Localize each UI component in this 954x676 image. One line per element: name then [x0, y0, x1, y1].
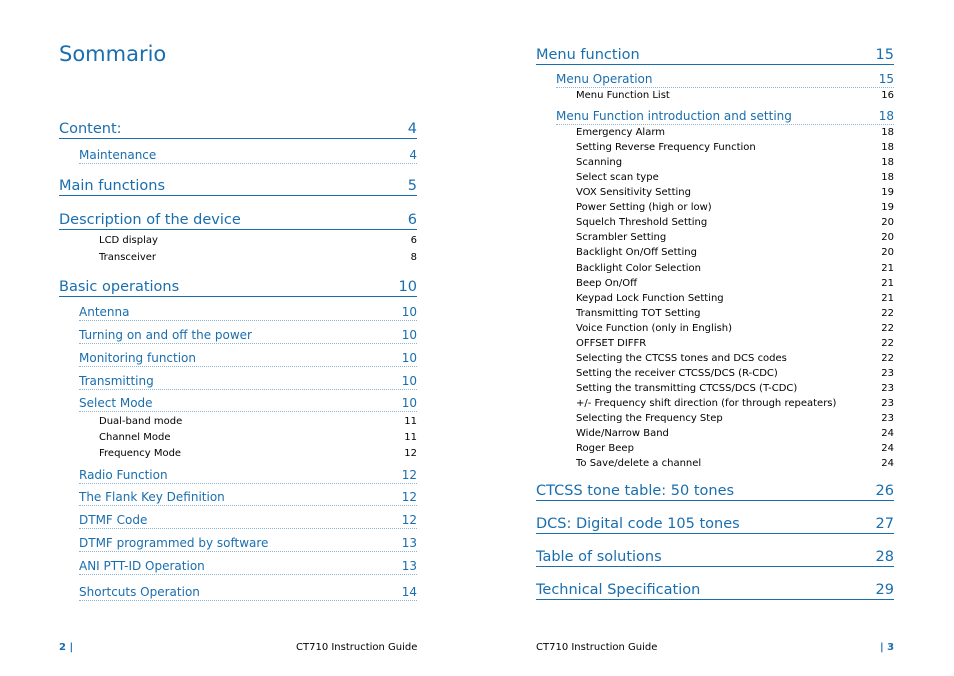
toc-entry-label: Description of the device — [59, 212, 241, 228]
toc-entry — [576, 262, 894, 276]
toc-entry-page: 6 — [410, 235, 417, 246]
toc-entry — [576, 141, 894, 155]
toc-entry — [576, 457, 894, 471]
toc-entry-page: 12 — [404, 448, 417, 459]
toc-entry[interactable] — [59, 277, 417, 297]
toc-entry-page: 14 — [401, 585, 417, 599]
toc-entry — [576, 322, 894, 336]
toc-entry-page: 18 — [878, 109, 894, 123]
toc-entry-label: Emergency Alarm — [576, 127, 666, 138]
toc-entry[interactable] — [536, 580, 894, 600]
toc-entry-page: 23 — [881, 413, 894, 424]
toc-entry-page: 23 — [881, 398, 894, 409]
toc-entry-page: 20 — [881, 217, 894, 228]
toc-entry — [576, 412, 894, 426]
footer-page-number-left: 2 | — [59, 642, 74, 653]
toc-entry — [576, 292, 894, 306]
toc-entry — [576, 307, 894, 321]
toc-entry-page: 10 — [401, 351, 417, 365]
toc-entry-label: DTMF Code — [79, 513, 148, 527]
toc-entry-page: 29 — [875, 582, 894, 598]
toc-entry-page: 22 — [881, 353, 894, 364]
toc-entry-label: Scrambler Setting — [576, 232, 667, 243]
toc-entry-label: Technical Specification — [536, 582, 701, 598]
toc-entry-page: 10 — [398, 279, 417, 295]
toc-entry-label: Dual-band mode — [99, 416, 183, 427]
toc-entry — [99, 415, 417, 429]
toc-entry-label: Setting the transmitting CTCSS/DCS (T-CDC) — [576, 383, 798, 394]
toc-entry — [99, 251, 417, 265]
toc-entry-label: VOX Sensitivity Setting — [576, 187, 691, 198]
toc-entry[interactable] — [79, 395, 417, 412]
toc-entry-page: 18 — [881, 127, 894, 138]
toc-entry-page: 28 — [875, 549, 894, 565]
toc-entry-page: 11 — [404, 416, 417, 427]
toc-entry-page: 24 — [881, 443, 894, 454]
footer-title-right: CT710 Instruction Guide — [536, 642, 658, 653]
toc-entry — [576, 352, 894, 366]
toc-entry-page: 15 — [875, 47, 894, 63]
toc-entry-label: +/- Frequency shift direction (for through repeaters) — [576, 398, 837, 409]
toc-entry[interactable] — [59, 210, 417, 230]
toc-entry-label: Backlight On/Off Setting — [576, 247, 697, 258]
toc-entry-label: Content: — [59, 121, 122, 137]
toc-entry-page: 18 — [881, 157, 894, 168]
toc-entry — [576, 156, 894, 170]
toc-entry[interactable] — [79, 147, 417, 164]
toc-entry-page: 10 — [401, 328, 417, 342]
toc-entry-label: Voice Function (only in English) — [576, 323, 733, 334]
toc-entry-page: 26 — [875, 483, 894, 499]
toc-entry-label: Backlight Color Selection — [576, 263, 701, 274]
toc-entry[interactable] — [79, 512, 417, 529]
toc-entry-page: 10 — [401, 305, 417, 319]
toc-entry-label: Beep On/Off — [576, 278, 638, 289]
toc-entry-label: Setting the receiver CTCSS/DCS (R-CDC) — [576, 368, 778, 379]
toc-entry[interactable] — [59, 119, 417, 139]
toc-entry-page: 27 — [875, 516, 894, 532]
toc-entry — [99, 447, 417, 461]
toc-entry-page: 21 — [881, 263, 894, 274]
toc-entry-label: Channel Mode — [99, 432, 171, 443]
toc-entry-label: DCS: Digital code 105 tones — [536, 516, 740, 532]
toc-entry[interactable] — [79, 350, 417, 367]
toc-entry — [576, 246, 894, 260]
toc-entry-label: Main functions — [59, 178, 166, 194]
footer-page-number-right: | 3 — [880, 642, 895, 653]
toc-entry[interactable] — [59, 176, 417, 196]
toc-entry-page: 4 — [407, 121, 417, 137]
toc-entry-label: Antenna — [79, 305, 130, 319]
toc-entry-label: Selecting the CTCSS tones and DCS codes — [576, 353, 787, 364]
toc-entry-page: 5 — [407, 178, 417, 194]
toc-entry-label: Transceiver — [99, 252, 157, 263]
toc-entry-label: Basic operations — [59, 279, 180, 295]
toc-entry-page: 22 — [881, 338, 894, 349]
toc-entry-label: Maintenance — [79, 148, 157, 162]
toc-entry-label: Radio Function — [79, 468, 168, 482]
toc-entry[interactable] — [79, 304, 417, 321]
toc-entry-page: 22 — [881, 308, 894, 319]
toc-entry-label: Menu Function introduction and setting — [556, 109, 792, 123]
toc-entry[interactable] — [556, 108, 894, 125]
toc-entry-page: 12 — [401, 468, 417, 482]
toc-entry[interactable] — [556, 71, 894, 88]
toc-entry-page: 13 — [401, 559, 417, 573]
toc-entry[interactable] — [536, 547, 894, 567]
toc-entry-page: 10 — [401, 396, 417, 410]
toc-entry — [576, 277, 894, 291]
toc-entry-page: 24 — [881, 458, 894, 469]
toc-entry-label: Select scan type — [576, 172, 659, 183]
toc-entry-label: Table of solutions — [536, 549, 662, 565]
toc-entry — [576, 337, 894, 351]
toc-entry — [576, 442, 894, 456]
toc-entry — [576, 397, 894, 411]
toc-entry[interactable] — [79, 584, 417, 601]
toc-entry — [576, 231, 894, 245]
toc-entry-label: Selecting the Frequency Step — [576, 413, 723, 424]
toc-entry-label: Roger Beep — [576, 443, 634, 454]
toc-entry-label: To Save/delete a channel — [576, 458, 702, 469]
toc-entry-label: Monitoring function — [79, 351, 197, 365]
toc-entry-page: 8 — [410, 252, 417, 263]
toc-entry-page: 20 — [881, 232, 894, 243]
toc-entry-page: 20 — [881, 247, 894, 258]
toc-entry-label: Menu function — [536, 47, 640, 63]
toc-entry-page: 10 — [401, 374, 417, 388]
footer-title-left: CT710 Instruction Guide — [296, 642, 418, 653]
toc-entry-label: Keypad Lock Function Setting — [576, 293, 724, 304]
toc-entry — [576, 126, 894, 140]
toc-entry-page: 23 — [881, 383, 894, 394]
toc-entry-page: 18 — [881, 142, 894, 153]
toc-entry — [576, 216, 894, 230]
toc-entry-label: The Flank Key Definition — [79, 490, 225, 504]
toc-entry[interactable] — [536, 481, 894, 501]
toc-entry-label: Wide/Narrow Band — [576, 428, 669, 439]
toc-entry-label: Select Mode — [79, 396, 153, 410]
toc-entry-page: 24 — [881, 428, 894, 439]
toc-entry-label: Menu Function List — [576, 90, 670, 101]
toc-entry-label: DTMF programmed by software — [79, 536, 269, 550]
toc-entry-label: Shortcuts Operation — [79, 585, 200, 599]
toc-entry-label: Transmitting TOT Setting — [576, 308, 701, 319]
toc-entry[interactable] — [79, 535, 417, 552]
toc-entry — [99, 431, 417, 445]
page-title: Sommario — [59, 42, 167, 66]
toc-entry-label: Frequency Mode — [99, 448, 182, 459]
toc-entry — [576, 171, 894, 185]
toc-entry-label: Turning on and off the power — [79, 328, 252, 342]
toc-entry-page: 21 — [881, 278, 894, 289]
toc-entry-page: 6 — [407, 212, 417, 228]
toc-entry-page: 19 — [881, 187, 894, 198]
toc-entry-page: 15 — [878, 72, 894, 86]
toc-entry[interactable] — [536, 514, 894, 534]
toc-entry — [576, 89, 894, 103]
toc-entry-label: Power Setting (high or low) — [576, 202, 712, 213]
toc-entry[interactable] — [79, 373, 417, 390]
toc-entry-label: CTCSS tone table: 50 tones — [536, 483, 735, 499]
toc-entry[interactable] — [79, 467, 417, 484]
toc-entry-label: Squelch Threshold Setting — [576, 217, 708, 228]
toc-entry-page: 12 — [401, 513, 417, 527]
toc-entry-page: 16 — [881, 90, 894, 101]
toc-entry — [576, 186, 894, 200]
toc-entry — [99, 234, 417, 248]
toc-entry-page: 21 — [881, 293, 894, 304]
toc-entry[interactable] — [79, 489, 417, 506]
toc-entry — [576, 367, 894, 381]
toc-entry-label: Transmitting — [79, 374, 154, 388]
toc-entry-page: 18 — [881, 172, 894, 183]
toc-entry-label: LCD display — [99, 235, 158, 246]
toc-entry — [576, 382, 894, 396]
toc-entry-page: 22 — [881, 323, 894, 334]
toc-entry — [576, 201, 894, 215]
toc-entry-page: 4 — [409, 148, 417, 162]
toc-entry[interactable] — [79, 327, 417, 344]
toc-entry-page: 12 — [401, 490, 417, 504]
toc-entry[interactable] — [79, 558, 417, 575]
toc-entry-label: ANI PTT-ID Operation — [79, 559, 205, 573]
toc-entry — [576, 427, 894, 441]
toc-entry-label: Scanning — [576, 157, 623, 168]
toc-entry-label: OFFSET DIFFR — [576, 338, 647, 349]
toc-entry-label: Menu Operation — [556, 72, 653, 86]
toc-entry-page: 23 — [881, 368, 894, 379]
toc-entry-page: 13 — [401, 536, 417, 550]
toc-entry-page: 19 — [881, 202, 894, 213]
toc-entry[interactable] — [536, 45, 894, 65]
toc-entry-page: 11 — [404, 432, 417, 443]
toc-entry-label: Setting Reverse Frequency Function — [576, 142, 756, 153]
